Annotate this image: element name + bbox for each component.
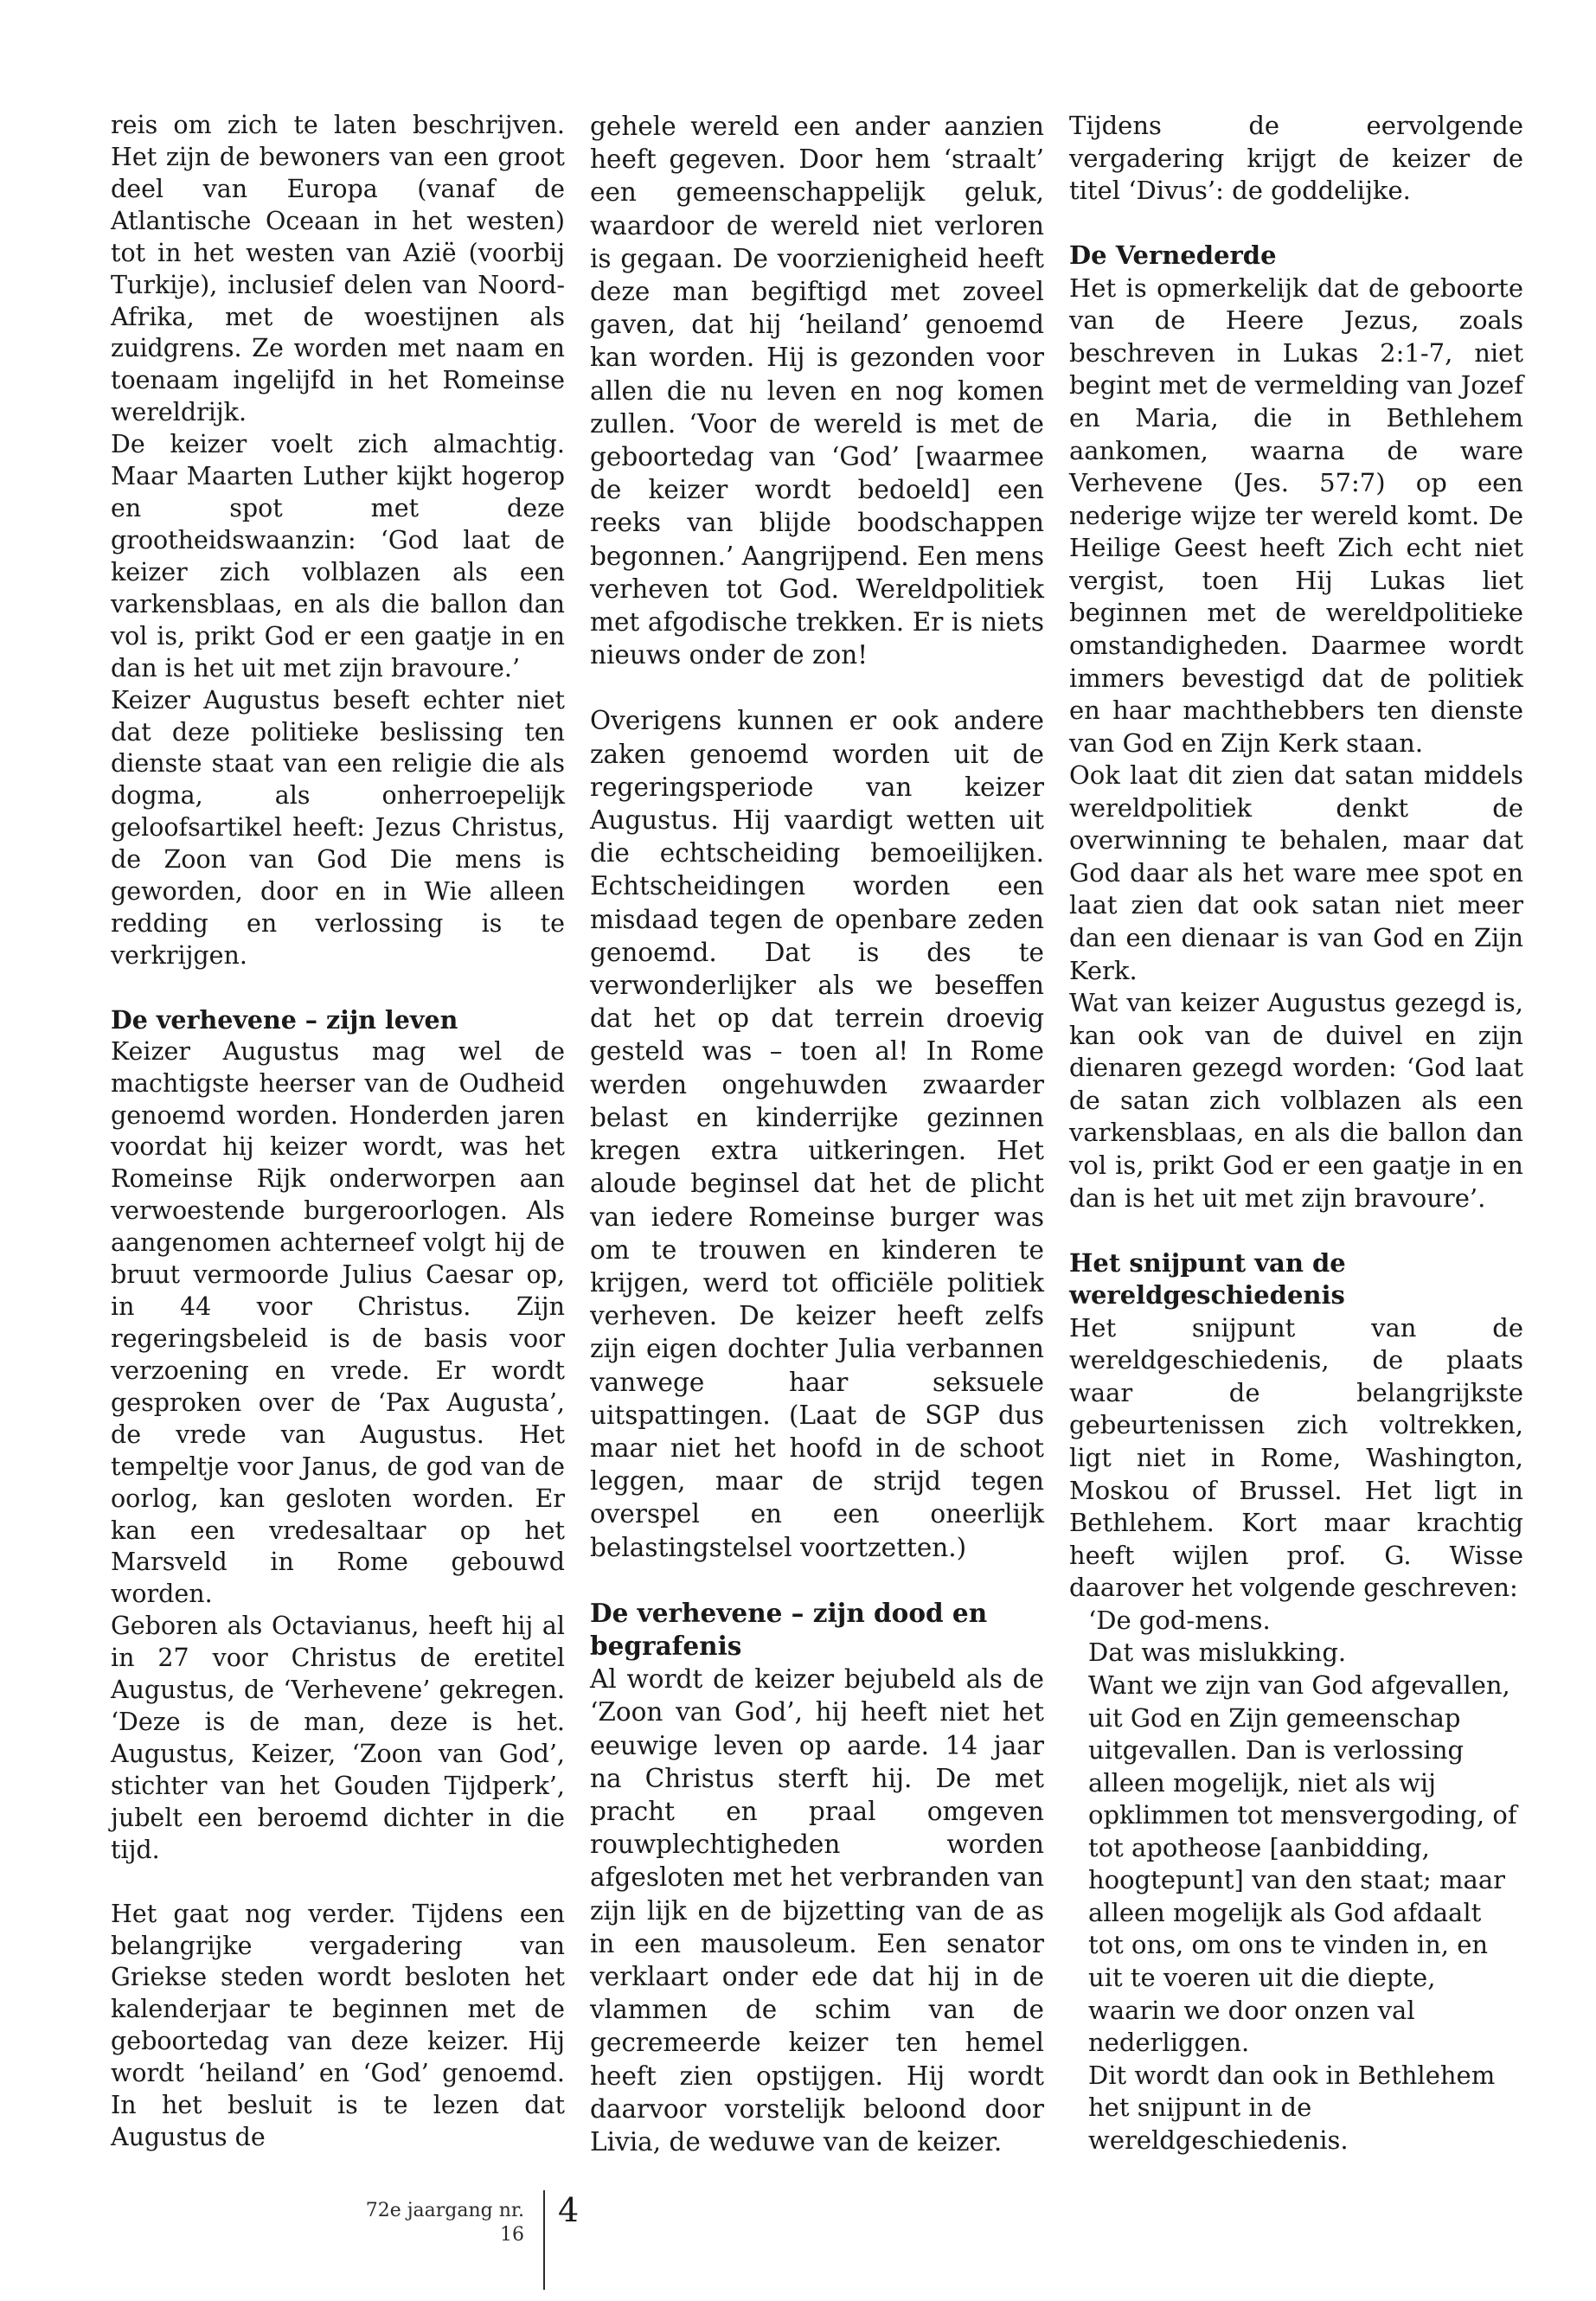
paragraph: Al wordt de keizer bejubeld als de ‘Zoon van God’, hij heeft niet het eeuwige leven op aarde. 14 jaar na Christus sterft hij. De met pracht en praal omgeven rouwplechtigheden worden afgesloten met het verbranden van zijn lijk en de bijzetting van de as in een mausoleum. Een senator verklaart onder ede dat hij in de vlammen de schim van de gecremeerde keizer ten hemel heeft zien opstijgen. Hij wordt daarvoor vorstelijk beloond door Livia, de weduwe van de keizer. — [590, 1664, 1044, 2157]
issue-label: 72e jaargang nr. 16 — [365, 2200, 524, 2246]
paragraph: De keizer voelt zich almachtig. Maar Maarten Luther kijkt hogerop en spot met deze grootheidswaanzin: ‘God laat de keizer zich volblazen als een varkensblaas, en als die ballon dan vol is, prikt God er een gaatje in en dan is het uit met zijn bravoure.’ — [111, 430, 565, 683]
paragraph: Ook laat dit zien dat satan middels wereldpolitiek denkt de overwinning te behalen, maar dat God daar als het ware mee spot en laat zien dat ook satan niet meer dan een dienaar is van God en Zijn Kerk. — [1069, 760, 1523, 985]
paragraph: Het gaat nog verder. Tijdens een belangrijke vergadering van Griekse steden wordt besloten het kalenderjaar te beginnen met de geboortedag van deze keizer. Hij wordt ‘heiland’ en ‘God’ genoemd. In het besluit is te lezen dat Augustus de — [111, 1899, 565, 2152]
quote-line: Dat was mislukking. — [1088, 1638, 1347, 1668]
section-heading: De Vernederde — [1069, 240, 1277, 271]
quote-line: ‘De god-mens. — [1088, 1605, 1271, 1635]
section-heading: Het snijpunt van de wereldgeschiedenis — [1069, 1247, 1346, 1311]
block-quote — [1069, 1605, 1523, 2157]
paragraph: Overigens kunnen er ook andere zaken genoemd worden uit de regeringsperiode van keizer Augustus. Hij vaardigt wetten uit die echtscheiding bemoeilijken. Echtscheidingen worden een misdaad tegen de openbare zeden genoemd. Dat is des te verwonderlijker als we beseffen dat het op dat terrein droevig gesteld was – toen al! In Rome werden ongehuwden zwaarder belast en kinderrijke gezinnen kregen extra uitkeringen. Het aloude beginsel dat het de plicht van iedere Romeinse burger was om te trouwen en kinderen te krijgen, werd tot officiële politiek verheven. De keizer heeft zelfs zijn eigen dochter Julia verbannen vanwege haar seksuele uitspattingen. (Laat de SGP dus maar niet het hoofd in de schoot leggen, maar de strijd tegen overspel en een oneerlijk belastingstelsel voortzetten.) — [590, 706, 1044, 1562]
paragraph: Keizer Augustus beseft echter niet dat deze politieke beslissing ten dienste staat van een religie die als dogma, als onherroepelijk geloofsartikel heeft: Jezus Christus, de Zoon van God Die mens is geworden, door en in Wie alleen redding en verlossing is te verkrijgen. — [111, 685, 565, 970]
section-heading: De verhevene – zijn leven — [111, 1004, 458, 1035]
page-number: 4 — [558, 2191, 580, 2229]
quote-line: Dit wordt dan ook in Bethlehem het snijpunt in de wereldgeschiedenis. — [1088, 2060, 1496, 2155]
paragraph: reis om zich te laten beschrijven. Het zijn de bewoners van een groot deel van Europa (vanaf de Atlantische Oceaan in het westen) tot in het westen van Azië (voorbij Turkije), inclusief delen van Noord-Afrika, met de woestijnen als zuidgrens. Ze worden met naam en toenaam ingelijfd in het Romeinse wereldrijk. — [111, 111, 565, 427]
paragraph: gehele wereld een ander aanzien heeft gegeven. Door hem ‘straalt’ een gemeenschappelijk geluk, waardoor de wereld niet verloren is gegaan. De voorzienigheid heeft deze man begiftigd met zoveel gaven, dat hij ‘heiland’ genoemd kan worden. Hij is gezonden voor allen die nu leven en nog komen zullen. ‘Voor de wereld is met de geboortedag van ‘God’ [waarmee de keizer wordt bedoeld] een reeks van blijde boodschappen begonnen.’ Aangrijpend. Een mens verheven tot God. Wereldpolitiek met afgodische trekken. Er is niets nieuws onder de zon! — [590, 112, 1044, 670]
column-left — [111, 110, 565, 2154]
paragraph: Het snijpunt van de wereldgeschiedenis, de plaats waar de belangrijkste gebeurtenissen zich voltrekken, ligt niet in Rome, Washington, Moskou of Brussel. Het ligt in Bethlehem. Kort maar krachtig heeft wijlen prof. G. Wisse daarover het volgende geschreven: — [1069, 1312, 1523, 1603]
column-right — [1069, 110, 1523, 2157]
paragraph: Keizer Augustus mag wel de machtigste heerser van de Oudheid genoemd worden. Honderden jaren voordat hij keizer wordt, was het Romeinse Rijk onderworpen aan verwoestende burgeroorlogen. Als aangenomen achterneef volgt hij de bruut vermoorde Julius Caesar op, in 44 voor Christus. Zijn regeringsbeleid is de basis voor verzoening en vrede. Er wordt gesproken over de ‘Pax Augusta’, de vrede van Augustus. Het tempeltje voor Janus, de god van de oorlog, kan gesloten worden. Er kan een vredesaltaar op het Marsveld in Rome gebouwd worden. — [111, 1036, 565, 1609]
section-heading: De verhevene – zijn dood en begrafenis — [590, 1597, 988, 1661]
footer-divider — [543, 2190, 545, 2290]
paragraph: Wat van keizer Augustus gezegd is, kan ook van de duivel en zijn dienaren gezegd worden: ‘God laat de satan zich volblazen als een varkensblaas, en als die ballon dan vol is, prikt God er een gaatje in en dan is het uit met zijn bravoure’. — [1069, 988, 1523, 1213]
paragraph: Het is opmerkelijk dat de geboorte van de Heere Jezus, zoals beschreven in Lukas 2:1-7, niet begint met de vermelding van Jozef en Maria, die in Bethlehem aankomen, waarna de ware Verhevene (Jes. 57:7) op een nederige wijze ter wereld komt. De Heilige Geest heeft Zich echt niet vergist, toen Hij Lukas liet beginnen met de wereldpolitieke omstandigheden. Daarmee wordt immers bevestigd dat de politiek en haar machthebbers ten dienste van God en Zijn Kerk staan. — [1069, 272, 1523, 758]
paragraph: Geboren als Octavianus, heeft hij al in 27 voor Christus de eretitel Augustus, de ‘Verhevene’ gekregen. ‘Deze is de man, deze is het. Augustus, Keizer, ‘Zoon van God’, stichter van het Gouden Tijdperk’, jubelt een beroemd dichter in die tijd. — [111, 1612, 565, 1864]
paragraph: Tijdens de eervolgende vergadering krijgt de keizer de titel ‘Divus’: de goddelijke. — [1069, 111, 1523, 206]
quote-line: Want we zijn van God afgevallen, uit God en Zijn gemeenschap uitgevallen. Dan is verlossing alleen mogelijk, niet als wij opklimmen tot mensvergoding, of tot apotheose [aanbidding, hoogtepunt] van den staat; maar alleen mogelijk als God afdaalt tot ons, om ons te vinden in, en uit te voeren uit die diepte, waarin we door onzen val nederliggen. — [1088, 1670, 1517, 2058]
column-middle — [590, 110, 1044, 2158]
